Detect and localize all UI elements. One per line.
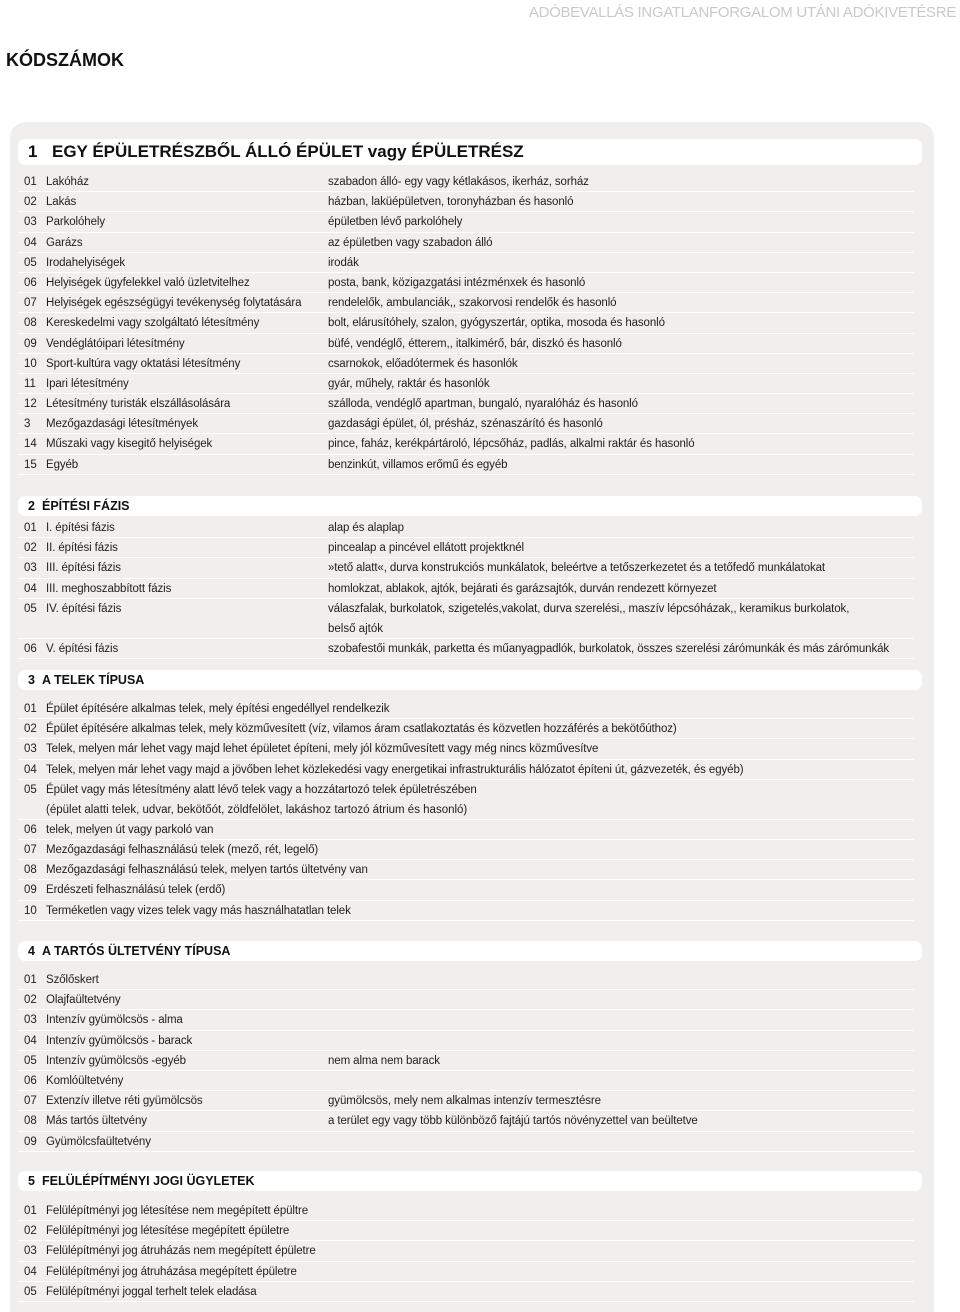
row-name: Lakás	[46, 196, 77, 209]
row-code: 02	[24, 723, 37, 736]
row-code: 03	[24, 562, 37, 575]
table-row	[18, 313, 914, 333]
row-description: büfé, vendéglő, étterem,, italkimérő, bár, diszkó és hasonló	[328, 337, 622, 350]
table-row	[18, 212, 914, 232]
running-header: ADÓBEVALLÁS INGATLANFORGALOM UTÁNI ADÓKIVETÉSRE	[528, 4, 956, 21]
row-name: Kereskedelmi vagy szolgáltató létesítmény	[46, 317, 260, 330]
section-number: 5	[28, 1174, 35, 1188]
row-code: 04	[24, 1265, 37, 1278]
row-name: Intenzív gyümölcsös - alma	[46, 1014, 183, 1027]
row-name: Épület építésére alkalmas telek, mely közművesített (víz, vilamos áram csatlakoztatás és közvetlen hozzáférés a bekötőúthoz)	[46, 723, 677, 736]
row-name: Irodahelyiségek	[46, 256, 126, 269]
row-name: Műszaki vagy kisegitő helyiségek	[46, 438, 213, 451]
table-row	[18, 334, 914, 354]
row-code: 09	[24, 1135, 37, 1148]
row-code: 12	[24, 398, 37, 411]
row-name: Lakóház	[46, 176, 89, 188]
page-title: KÓDSZÁMOK	[6, 50, 124, 70]
row-code: 05	[24, 1054, 37, 1067]
table-row	[18, 394, 914, 414]
row-name: Felülépítményi joggal terhelt telek eladása	[46, 1285, 257, 1298]
row-description: épületben lévő parkolóhely	[328, 216, 463, 229]
row-code: 09	[24, 337, 37, 350]
row-name: I. építési fázis	[46, 522, 115, 534]
section-title: EGY ÉPÜLETRÉSZBŐL ÁLLÓ ÉPÜLET vagy ÉPÜLETRÉSZ	[52, 142, 524, 161]
table-row	[18, 579, 914, 599]
row-description: gyümölcsös, mely nem alkalmas intenzív termesztésre	[328, 1095, 601, 1108]
table-row	[18, 840, 914, 860]
row-name: Felülépítményi jog átruházás nem megépített épületre	[46, 1245, 316, 1258]
row-description: posta, bank, közigazgatási intézménxek és hasonló	[328, 276, 586, 289]
row-code: 3	[24, 418, 31, 431]
row-name: Mezőgazdasági létesítmények	[46, 418, 198, 431]
row-description-continued: belső ajtók	[328, 622, 383, 635]
table-row	[18, 1111, 914, 1131]
table-row	[18, 1282, 914, 1302]
row-name: Felülépítményi jog létesítése megépített épületre	[46, 1225, 290, 1238]
row-code: 02	[24, 542, 37, 555]
row-code: 08	[24, 1115, 37, 1128]
row-description: gyár, műhely, raktár és hasonlók	[328, 377, 490, 390]
row-name: Helyiségek ügyfelekkel való üzletvitelhez	[46, 276, 250, 289]
section-number: 2	[28, 499, 35, 513]
row-code: 01	[24, 974, 37, 986]
table-row	[18, 599, 914, 639]
row-name: Erdészeti felhasználású telek (erdő)	[46, 884, 226, 897]
row-name: Intenzív gyümölcsös -egyéb	[46, 1054, 186, 1067]
table-row	[18, 1010, 914, 1030]
section-5-heading	[18, 1171, 922, 1191]
row-code: 05	[24, 783, 37, 796]
table-row	[18, 901, 914, 921]
row-code: 04	[24, 763, 37, 776]
section-title: ÉPÍTÉSI FÁZIS	[42, 499, 130, 513]
row-description: nem alma nem barack	[328, 1054, 440, 1067]
table-row	[18, 1051, 914, 1071]
table-row	[18, 354, 914, 374]
row-code: 01	[24, 176, 37, 188]
row-name: Mezőgazdasági felhasználású telek (mező, rét, legelő)	[46, 843, 319, 856]
row-code: 06	[24, 276, 37, 289]
row-code: 05	[24, 256, 37, 269]
row-code: 08	[24, 864, 37, 877]
row-name: Vendéglátóipari létesítmény	[46, 337, 185, 350]
section-2-heading	[18, 496, 922, 516]
row-description: irodák	[328, 256, 359, 269]
table-row	[18, 192, 914, 212]
table-row	[18, 538, 914, 558]
row-code: 02	[24, 1225, 37, 1238]
table-row	[18, 253, 914, 273]
row-name: V. építési fázis	[46, 642, 119, 655]
row-name: Sport-kultúra vagy oktatási létesítmény	[46, 357, 241, 370]
table-row	[18, 1262, 914, 1282]
table-row	[18, 558, 914, 578]
table-row	[18, 434, 914, 454]
section-number: 1	[28, 142, 38, 161]
row-code: 04	[24, 1034, 37, 1047]
row-name: Komlóültetvény	[46, 1074, 124, 1087]
table-row	[18, 970, 914, 990]
row-name: Ipari létesítmény	[46, 377, 129, 390]
table-row	[18, 233, 914, 253]
row-name: Intenzív gyümölcsös - barack	[46, 1034, 193, 1047]
row-description: »tető alatt«, durva konstrukciós munkálatok, beleértve a tetőszerkezetet és a tetőfedő munkálatokat	[328, 562, 826, 575]
table-row	[18, 293, 914, 313]
row-code: 01	[24, 703, 37, 715]
row-code: 14	[24, 438, 37, 451]
row-description: válaszfalak, burkolatok, szigetelés,vakolat, durva szerelési,, maszív lépcsóházak,, keramikus burkolatok,	[328, 602, 850, 615]
row-name-continued: (épület alatti telek, udvar, bekötőót, zöldfelölet, lakáshoz tartozó átrium és hasonló)	[46, 803, 468, 816]
row-name: Telek, melyen már lehet vagy majd lehet épületet építeni, mely jól közművesített vagy még nincs közművesítve	[46, 743, 599, 756]
row-code: 15	[24, 458, 37, 471]
table-row	[18, 1132, 914, 1152]
row-name: II. építési fázis	[46, 542, 118, 555]
row-description: benzinkút, villamos erőmű és egyéb	[328, 458, 508, 471]
row-code: 06	[24, 642, 37, 655]
row-name: Parkolóhely	[46, 216, 105, 229]
row-code: 06	[24, 823, 37, 836]
section-1-list	[18, 172, 914, 475]
row-code: 10	[24, 904, 37, 917]
section-1-heading	[18, 139, 922, 165]
table-row	[18, 639, 914, 659]
row-name: Gyümölcsfaültetvény	[46, 1135, 151, 1148]
row-description: pincealap a pincével ellátott projektknél	[328, 542, 524, 555]
row-description: bolt, elárusítóhely, szalon, gyógyszertár, optika, mosoda és hasonló	[328, 317, 665, 330]
table-row	[18, 273, 914, 293]
row-code: 03	[24, 743, 37, 756]
section-3-list	[18, 699, 914, 921]
row-code: 01	[24, 1205, 37, 1217]
table-row	[18, 374, 914, 394]
row-description: az épületben vagy szabadon álló	[328, 236, 493, 249]
row-code: 09	[24, 884, 37, 897]
row-code: 07	[24, 1095, 37, 1108]
row-code: 05	[24, 1285, 37, 1298]
row-code: 03	[24, 1245, 37, 1258]
table-row	[18, 414, 914, 434]
row-description: házban, laküépületven, toronyházban és hasonló	[328, 196, 574, 209]
row-code: 03	[24, 1014, 37, 1027]
row-name: III. meghoszabbított fázis	[46, 582, 172, 595]
table-row	[18, 455, 914, 475]
row-code: 07	[24, 843, 37, 856]
section-4-heading	[18, 941, 922, 961]
row-name: Terméketlen vagy vizes telek vagy más használhatatlan telek	[46, 904, 351, 917]
row-name: Olajfaültetvény	[46, 994, 121, 1007]
row-name: Épület építésére alkalmas telek, mely építési engedéllyel rendelkezik	[46, 703, 390, 715]
row-name: Mezőgazdasági felhasználású telek, melyen tartós ültetvény van	[46, 864, 368, 877]
table-row	[18, 1241, 914, 1261]
table-row	[18, 860, 914, 880]
table-row	[18, 1031, 914, 1051]
row-description: a terület egy vagy több különböző fajtájú tartós növényzettel van beültetve	[328, 1115, 698, 1128]
row-code: 04	[24, 236, 37, 249]
row-description: homlokzat, ablakok, ajtók, bejárati és garázsajtók, durván rendezett környezet	[328, 582, 717, 595]
row-name: Más tartós ültetvény	[46, 1115, 147, 1128]
row-description: szabadon álló- egy vagy kétlakásos, ikerház, sorház	[328, 176, 589, 188]
section-title: A TARTÓS ÜLTETVÉNY TÍPUSA	[42, 944, 231, 958]
row-code: 04	[24, 582, 37, 595]
table-row	[18, 699, 914, 719]
row-name: Épület vagy más létesítmény alatt lévő telek vagy a hozzátartozó telek épületrészében	[46, 783, 477, 796]
row-name: Szőlőskert	[46, 974, 99, 986]
row-code: 11	[24, 377, 36, 390]
row-code: 03	[24, 216, 37, 229]
row-code: 02	[24, 196, 37, 209]
table-row	[18, 518, 914, 538]
row-name: III. építési fázis	[46, 562, 121, 575]
row-description: gazdasági épület, ól, présház, szénaszárító és hasonló	[328, 418, 603, 431]
table-row	[18, 172, 914, 192]
row-description: pince, faház, kerékpártároló, lépcsőház, padlás, alkalmi raktár és hasonló	[328, 438, 695, 451]
table-row	[18, 880, 914, 900]
table-row	[18, 1221, 914, 1241]
table-row	[18, 739, 914, 759]
section-5-list	[18, 1201, 914, 1302]
section-title: FELÜLÉPÍTMÉNYI JOGI ÜGYLETEK	[42, 1174, 255, 1188]
row-description: csarnokok, előadótermek és hasonlók	[328, 357, 518, 370]
table-row	[18, 820, 914, 840]
row-name: Felülépítményi jog létesítése nem megépített épültre	[46, 1205, 309, 1217]
section-3-heading	[18, 670, 922, 690]
table-row	[18, 1201, 914, 1221]
row-description: rendelelők, ambulanciák,, szakorvosi rendelők és hasonló	[328, 297, 617, 310]
table-row	[18, 719, 914, 739]
row-code: 10	[24, 357, 37, 370]
table-row	[18, 780, 914, 820]
row-code: 05	[24, 602, 37, 615]
table-row	[18, 760, 914, 780]
row-code: 07	[24, 297, 37, 310]
section-4-list	[18, 970, 914, 1152]
row-name: Egyéb	[46, 458, 79, 471]
section-number: 4	[28, 944, 35, 958]
section-2-list	[18, 518, 914, 659]
section-number: 3	[28, 673, 35, 687]
row-name: Telek, melyen már lehet vagy majd a jövőben lehet közlekedési vagy energetikai infrastrukturális hálózatot építeni út, gázvezeték, és egyéb)	[46, 763, 744, 776]
row-name: Felülépítményi jog átruházása megépített épületre	[46, 1265, 297, 1278]
row-code: 01	[24, 522, 37, 534]
row-name: Garázs	[46, 236, 83, 249]
section-title: A TELEK TÍPUSA	[42, 673, 145, 687]
row-code: 02	[24, 994, 37, 1007]
table-row	[18, 1071, 914, 1091]
row-code: 06	[24, 1074, 37, 1087]
row-description: szobafestői munkák, parketta és műanyagpadlók, burkolatok, összes szerelési zárómunkák és más zárómunkák	[328, 642, 890, 655]
row-code: 08	[24, 317, 37, 330]
table-row	[18, 1091, 914, 1111]
row-description: szálloda, vendéglő apartman, bungaló, nyaralóház és hasonló	[328, 398, 638, 411]
row-name: Extenzív illetve réti gyümölcsös	[46, 1095, 203, 1108]
row-name: Létesítmény turisták elszállásolására	[46, 398, 231, 411]
table-row	[18, 990, 914, 1010]
row-name: Helyiségek egészségügyi tevékenység folytatására	[46, 297, 302, 310]
row-name: telek, melyen út vagy parkoló van	[46, 823, 214, 836]
row-description: alap és alaplap	[328, 522, 404, 534]
row-name: IV. építési fázis	[46, 602, 122, 615]
